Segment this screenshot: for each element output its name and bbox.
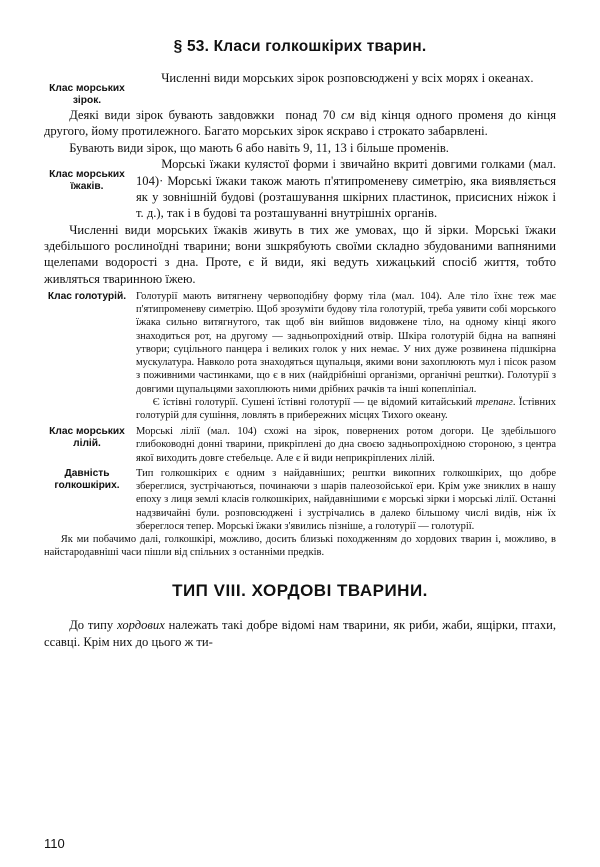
paragraph-4: Морські їжаки кулястої форми і звичайно вкриті довгими голками (мал. 104)· Морські їжаки також мають п'ятипроменеву симетрію, яка виявляється як у зовнішній будові (розташування шкірних пластинок, присисних ніжок і т. д.), так і в будові та розташуванні внутрішніх органів. <box>136 157 556 221</box>
unit-cm: см <box>340 108 355 123</box>
block-holothuria <box>44 290 556 422</box>
page-number: 110 <box>44 836 65 851</box>
page-title: § 53. Класи голкошкірих тварин. <box>173 38 427 55</box>
body-holothuria <box>136 290 556 422</box>
paragraph-5: Численні види морських їжаків живуть в тих же умовах, що й зірки. Морські їжаки здебільшого рослиноїдні тварини; вони зшкрябують своїми складно збудованими вапняними щелепами водорості з дна. Проте, є й види, які ведуть хижацький спосіб життя, тобто живляться тваринною їжею. <box>44 222 556 286</box>
paragraph-7: Є їстівні голотурії. Сушені їстівні голотурії — це відомий китайський трепанг. Їстівних голотурій для сушіння, ловлять в прибережних місцях Тихого океану. <box>136 396 557 421</box>
body-continuation-1 <box>44 107 556 156</box>
block-sea-lilies <box>44 425 556 465</box>
body-antiquity <box>136 467 556 533</box>
body-continuation-2 <box>44 222 556 287</box>
term-hordovyh: хордових <box>117 618 165 633</box>
paragraph-2: Деякі види зірок бувають завдовжки понад 70 см від кінця одного променя до кінця другого, йому протилежного. Багато морських зірок яскраво і строкато забарвлені. <box>44 108 556 139</box>
body-continuation-3 <box>44 533 556 559</box>
block-sea-stars <box>44 70 556 107</box>
paragraph-9: Тип голкошкірих є одним з найдавніших; рештки викопних голкошкірих, що добре збереглися, зустрічаються, починаючи з шарів палеозойської ери. Крім уже зниклих в нашу епоху з лиця землі класів голкошкірих, найдавнішими є морські зірки і морські лілії. Останні надзвичайні були. розповсюджені і зустрічались в далеко більшому числі видів, ніж їх збереглося тепер. Морські їжаки з'явились пізніше, а голотурії — голотурії. <box>136 467 556 532</box>
paragraph-10: Як ми побачимо далі, голкошкірі, можливо, досить близькі походженням до хордових тварин і, можливо, в найстародавніші часи пішли від спільних з останніми предків. <box>44 533 556 559</box>
paragraph-3: Бувають види зірок, що мають 6 або навіть 9, 11, 13 і більше променів. <box>69 140 449 155</box>
paragraph-8: Морські лілії (мал. 104) схожі на зірок, повернених ротом догори. Це здебільшого глибоководні донні тварини, прикріплені до дна своєю задньопрохідною стороною, з центра якої виходить довге стебельце. Але є й види неприкріплених лілій. <box>136 426 556 464</box>
paragraph-6: Голотурії мають витягнену червоподібну форму тіла (мал. 104). Але тіло їхнє теж має п'ятипроменеву симетрію. Щоб зрозуміти будову тіла голотурій, треба уявити собі морського їжака сильно витягнутого, так щоб він вийшов видовжене тіло, на одному кінці якого знаходиться рот, на другому — задньопрохідний отвір. Шкіра голотурій бідна на вапняні утвори; суцільного панцера і великих голок у них немає. У них дуже розвинена підшкірна мускулатура. Навколо рота знаходяться щупальця, якими вони захоплюють мул і пісок разом з поживними частинками, що є в них (найдрібніші організми, органічні рештки). Голотурії з довгими щупальцями захоплюють ними дрібних рачків та інші копепліпіал. <box>136 291 556 395</box>
sidehead-sea-urchins: Клас морських їжаків. <box>49 169 125 193</box>
sidehead-holothuria: Клас голотурій. <box>47 291 127 303</box>
sidehead-sea-lilies: Клас морських лілій. <box>49 426 125 450</box>
body-sea-stars <box>136 70 556 86</box>
body-sea-lilies <box>136 425 556 465</box>
block-antiquity <box>44 467 556 533</box>
part-title: ТИП VIII. ХОРДОВІ ТВАРИНИ. <box>172 581 428 601</box>
body-part-intro <box>44 617 556 650</box>
paragraph-1: Численні види морських зірок розповсюджені у всіх морях і океанах. <box>161 71 534 85</box>
paragraph-11: До типу хордових належать такі добре відомі нам тварини, як риби, жаби, ящірки, птахи, ссавці. Крім них до цього ж ти- <box>44 618 557 649</box>
body-sea-urchins <box>136 156 556 221</box>
sidehead-antiquity: Давність голкошкірих. <box>54 467 120 491</box>
block-sea-urchins <box>44 156 556 221</box>
sidehead-sea-stars: Клас морських зірок. <box>49 83 125 107</box>
term-trepang: трепанг <box>475 396 513 408</box>
